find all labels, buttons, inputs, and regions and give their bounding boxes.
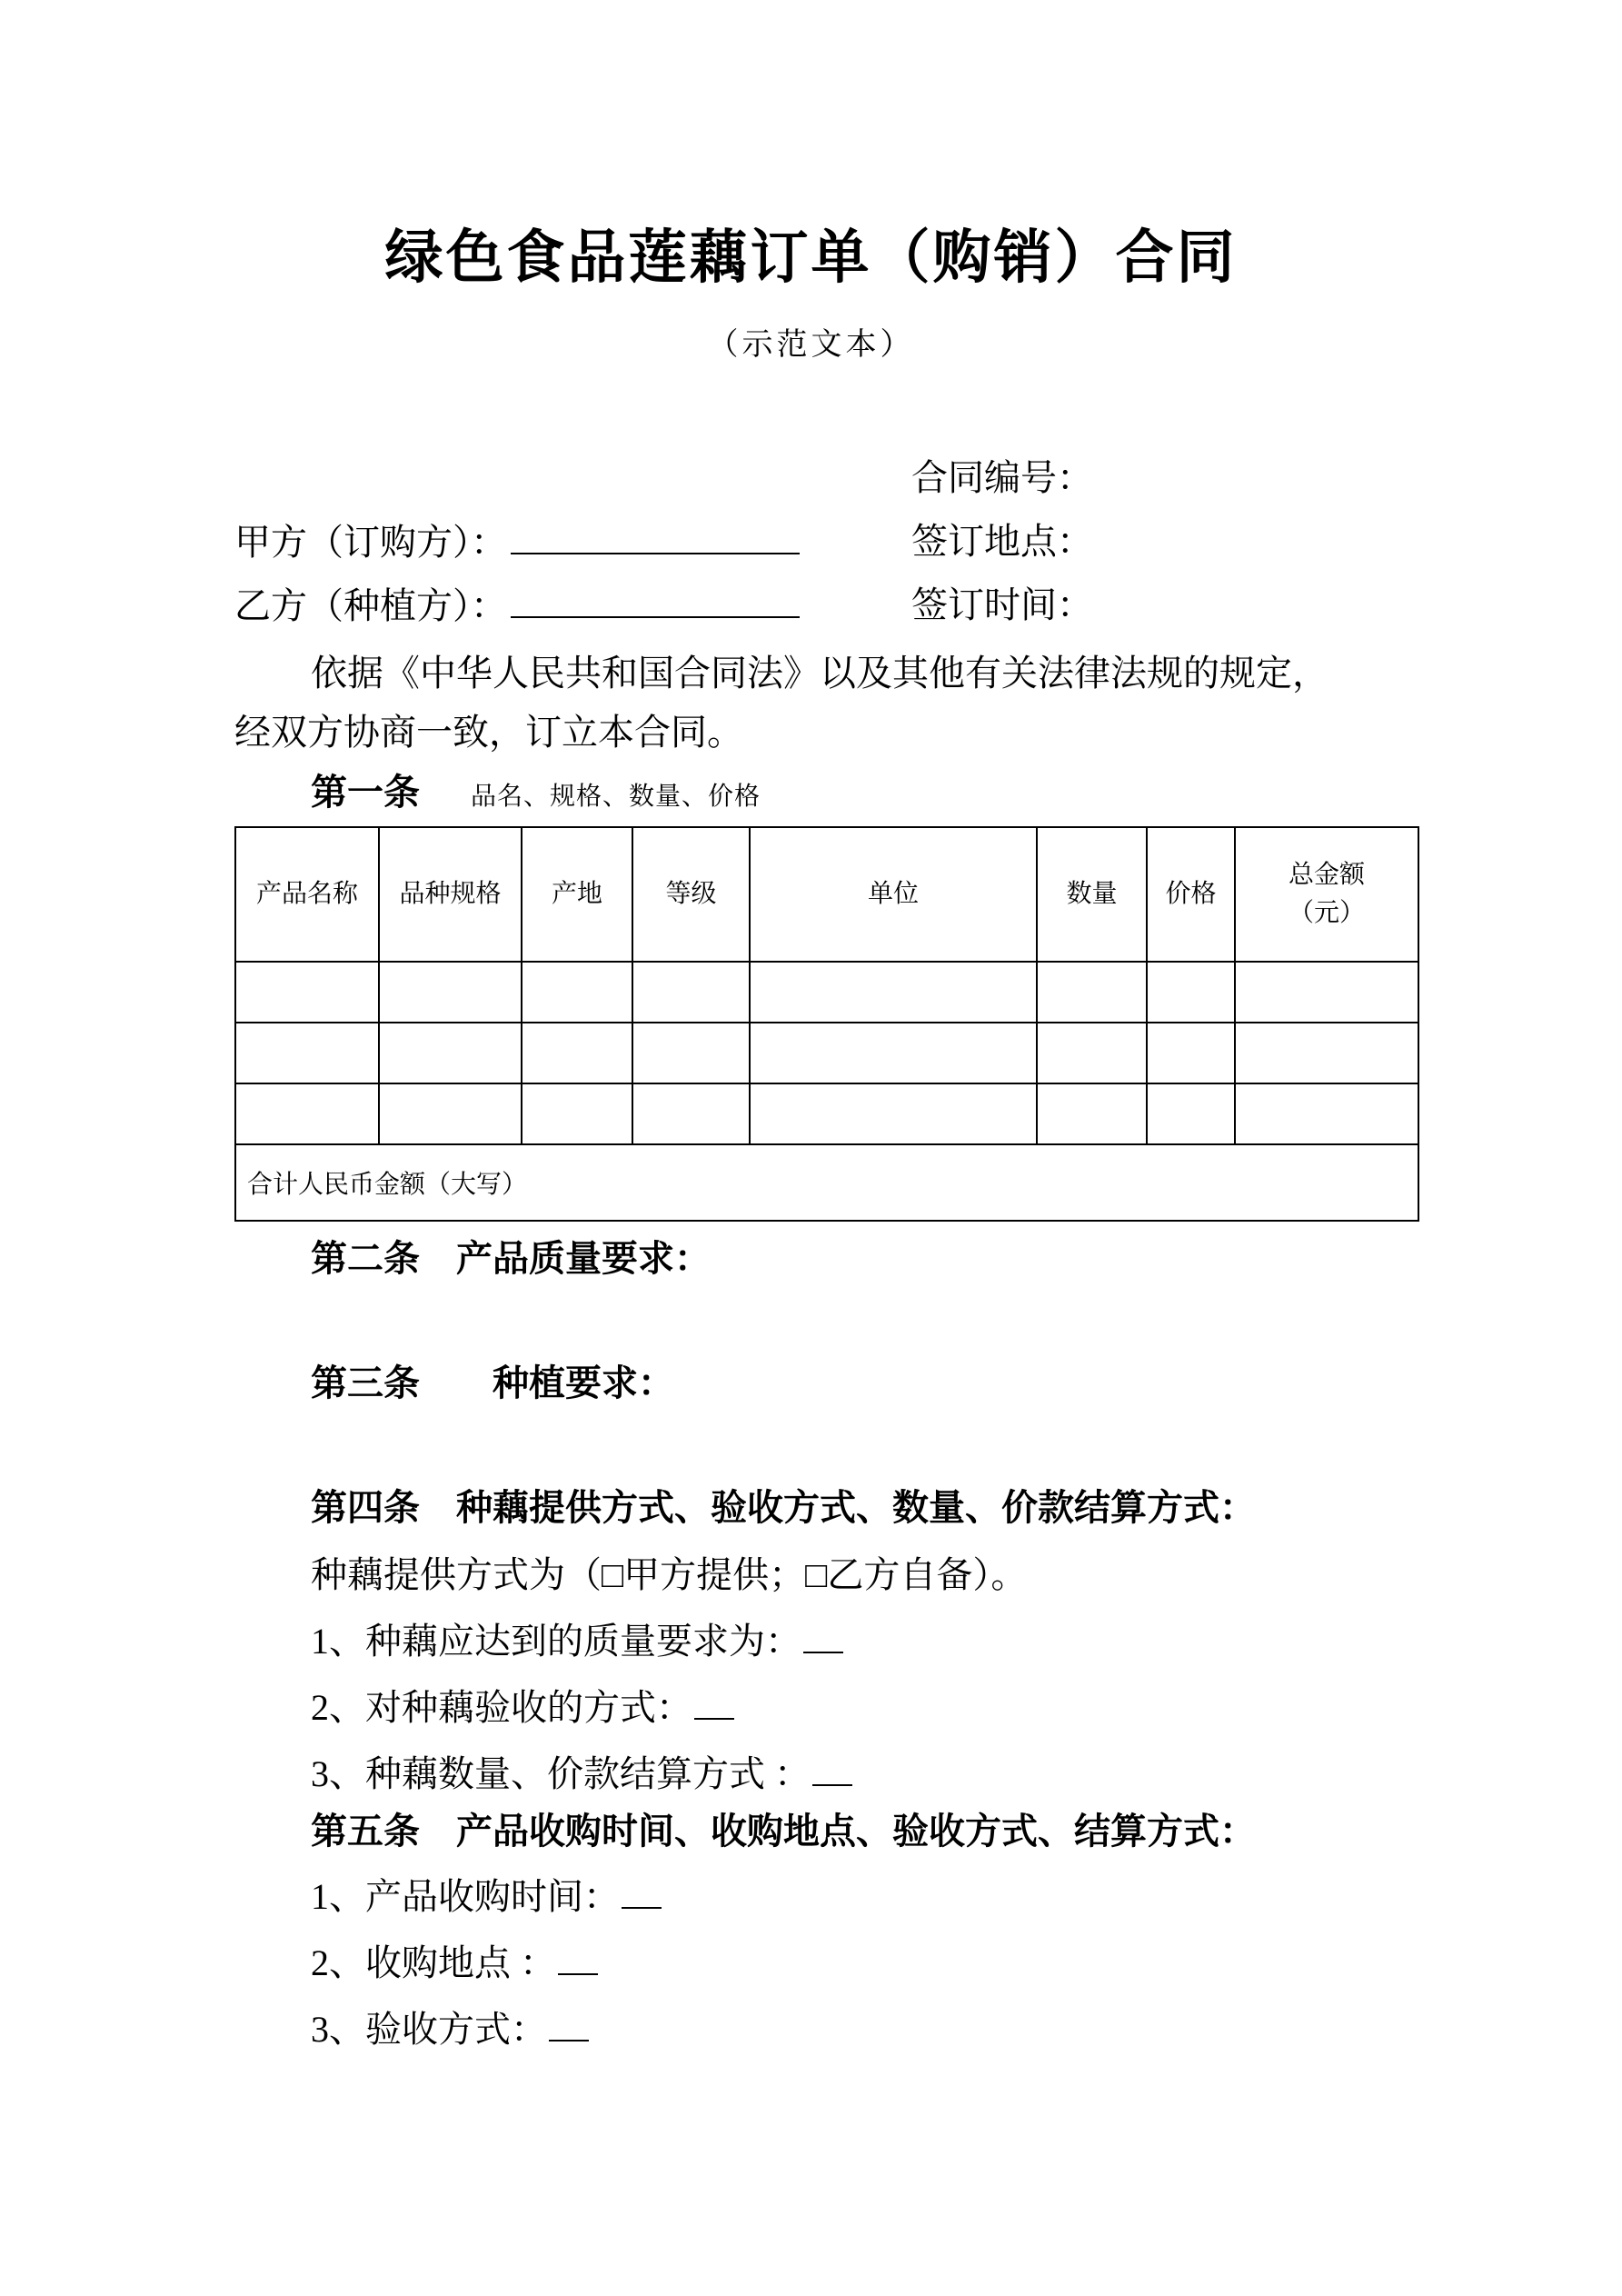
list-item bbox=[311, 1674, 1418, 1741]
fill-in-blank bbox=[694, 1691, 734, 1720]
table-header-variety-spec: 品种规格 bbox=[379, 827, 522, 962]
list-item-text: 2、对种藕验收的方式： bbox=[311, 1686, 692, 1728]
table-cell bbox=[235, 1023, 379, 1083]
list-item-text: 1、产品收购时间： bbox=[311, 1875, 620, 1917]
table-cell bbox=[1235, 1023, 1418, 1083]
table-header-grade: 等级 bbox=[632, 827, 750, 962]
table-cell bbox=[522, 962, 632, 1023]
table-cell bbox=[632, 962, 750, 1023]
sign-time-label: 签订时间： bbox=[911, 584, 1093, 626]
table-cell bbox=[750, 1083, 1037, 1144]
preamble-line-2: 经双方协商一致，订立本合同。 bbox=[234, 711, 743, 753]
table-row bbox=[235, 1023, 1418, 1083]
table-cell bbox=[379, 1023, 522, 1083]
table-header-quantity: 数量 bbox=[1037, 827, 1147, 962]
list-item-text: 1、种藕应达到的质量要求为： bbox=[311, 1620, 801, 1662]
table-cell bbox=[1147, 1023, 1235, 1083]
table-cell bbox=[632, 1083, 750, 1144]
preamble bbox=[234, 644, 1418, 762]
article-1-heading bbox=[234, 771, 1418, 819]
article-3-title: 第三条 种植要求： bbox=[311, 1362, 674, 1403]
party-b-label: 乙方（种植方）： bbox=[234, 584, 507, 626]
party-b-field bbox=[234, 576, 911, 629]
total-amount-line2: （元） bbox=[1288, 898, 1365, 927]
table-cell bbox=[522, 1023, 632, 1083]
fill-in-blank bbox=[812, 1757, 852, 1786]
table-cell bbox=[235, 962, 379, 1023]
table-cell bbox=[1235, 1083, 1418, 1144]
table-cell bbox=[1235, 962, 1418, 1023]
fill-in-blank bbox=[558, 1946, 598, 1975]
table-cell bbox=[235, 1083, 379, 1144]
table-cell bbox=[1037, 962, 1147, 1023]
table-header-total-amount bbox=[1235, 827, 1418, 962]
table-header-origin: 产地 bbox=[522, 827, 632, 962]
list-item-text: 3、种藕数量、价款结算方式 ： bbox=[311, 1752, 811, 1794]
fill-in-blank bbox=[549, 2012, 589, 2041]
meta-row-contract-no bbox=[234, 444, 1418, 507]
table-cell bbox=[379, 1083, 522, 1144]
party-a-field bbox=[234, 513, 911, 565]
list-item bbox=[311, 1863, 1418, 1930]
article-4-intro: 种藕提供方式为（□甲方提供；□乙方自备）。 bbox=[311, 1553, 1028, 1595]
table-row bbox=[235, 962, 1418, 1023]
party-b-blank-line bbox=[511, 576, 800, 618]
list-item bbox=[311, 1608, 1418, 1674]
table-row bbox=[235, 1083, 1418, 1144]
sign-place-label: 签订地点： bbox=[911, 521, 1093, 563]
product-table bbox=[234, 826, 1419, 1222]
list-item-text: 2、收购地点 ： bbox=[311, 1942, 556, 1983]
meta-row-party-a bbox=[234, 507, 1418, 571]
table-cell bbox=[379, 962, 522, 1023]
table-cell bbox=[522, 1083, 632, 1144]
article-5-items bbox=[234, 1863, 1418, 2062]
table-cell bbox=[1037, 1083, 1147, 1144]
contract-meta bbox=[234, 444, 1418, 634]
article-4-title: 第四条 种藕提供方式、验收方式、数量、价款结算方式： bbox=[311, 1486, 1256, 1528]
article-1-caption: 品名、规格、数量、价格 bbox=[471, 782, 761, 811]
table-header-unit: 单位 bbox=[750, 827, 1037, 962]
party-a-label: 甲方（订购方）： bbox=[234, 521, 507, 563]
list-item bbox=[311, 1930, 1418, 1996]
document-content bbox=[0, 444, 1622, 2062]
party-a-blank-line bbox=[511, 513, 800, 554]
table-footer-row bbox=[235, 1144, 1418, 1221]
article-2-title: 第二条 产品质量要求： bbox=[311, 1237, 711, 1279]
meta-row-party-b bbox=[234, 571, 1418, 634]
table-cell bbox=[632, 1023, 750, 1083]
contract-no-label: 合同编号： bbox=[911, 457, 1093, 499]
table-cell bbox=[750, 962, 1037, 1023]
table-cell bbox=[1147, 1083, 1235, 1144]
table-header-product-name: 产品名称 bbox=[235, 827, 379, 962]
article-5-title: 第五条 产品收购时间、收购地点、验收方式、结算方式： bbox=[311, 1810, 1256, 1852]
document-title: 绿色食品莲藕订单（购销）合同 bbox=[384, 225, 1238, 290]
table-cell bbox=[1147, 962, 1235, 1023]
table-footer-total-label: 合计人民币金额（大写） bbox=[235, 1144, 1418, 1221]
table-header-row bbox=[235, 827, 1418, 962]
table-cell bbox=[750, 1023, 1037, 1083]
fill-in-blank bbox=[622, 1880, 662, 1909]
table-header-price: 价格 bbox=[1147, 827, 1235, 962]
document-subtitle: （示范文本） bbox=[707, 327, 915, 362]
preamble-line-1: 依据《中华人民共和国合同法》以及其他有关法律法规的规定， bbox=[311, 652, 1328, 694]
total-amount-line1: 总金额 bbox=[1288, 860, 1365, 889]
article-1-number: 第一条 bbox=[311, 771, 420, 813]
list-item bbox=[311, 1741, 1418, 1807]
list-item-text: 3、验收方式： bbox=[311, 2008, 547, 2050]
fill-in-blank bbox=[803, 1624, 843, 1653]
list-item bbox=[311, 1996, 1418, 2062]
article-4-items bbox=[234, 1542, 1418, 1807]
table-cell bbox=[1037, 1023, 1147, 1083]
